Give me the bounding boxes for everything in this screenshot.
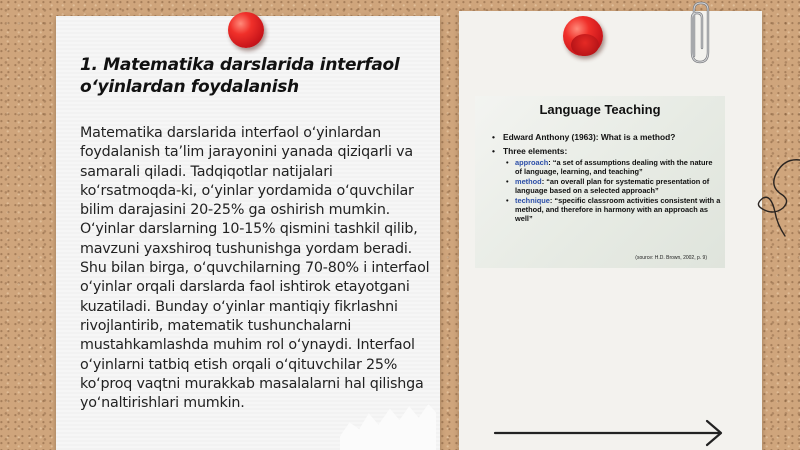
note-body-text: Matematika darslarida interfaol o‘yinlardan foydalanish ta’lim jarayonini yanada qiziqarli va samarali qiladi. Tadqiqotlar natijalari ko‘rsatmoqda-ki, o‘yinlar yordamida o‘quvchilar bilim darajasini 20-25% ga oshirish mumkin. O‘yinlar darslarning 10-15% qismini tashkil qilib, mavzuni yaxshiroq tushunishga yordam beradi. Shu bilan birga, o‘quvchilarning 70-80% i interfaol o‘yinlar orqali darslarda faol ishtirok etayotgani kuzatiladi. Bunday o‘yinlar mantiqiy fikrlashni rivojlantirib, matematik tushunchalarni mustahkamlashda muhim rol o‘ynaydi. Interfaol o‘yinlarni tatbiq etish orqali o‘qituvchilar 25% ko‘proq vaqtni murakkab masalalarni hal qilishga yo‘naltirishlari mumkin.	[80, 125, 430, 412]
slide-title: Language Teaching	[539, 102, 661, 117]
slide-image	[475, 96, 725, 268]
note-title: 1. Matematika darslarida interfaol o‘yinlardan foydalanish	[80, 55, 400, 97]
slide-term: technique	[515, 196, 550, 206]
slide-sub-bullet	[515, 197, 721, 223]
red-pushpin-icon	[228, 12, 264, 48]
red-pushpin-icon	[563, 16, 603, 56]
slide-term: approach	[515, 158, 549, 167]
slide-term: method	[515, 177, 542, 187]
slide-term-definition: : “specific classroom activities consistent with a method, and therefore in harmony with an approach as well”	[515, 196, 721, 223]
slide-bullet	[503, 146, 721, 223]
slide-bullet-text: Edward Anthony (1963): What is a method?	[503, 132, 676, 142]
slide-source: (source: H.D. Brown, 2002, p. 9)	[635, 255, 707, 261]
slide-bullet-text: Three elements:	[503, 146, 568, 156]
slide-sub-list	[515, 159, 721, 223]
right-arrow-icon	[493, 418, 728, 448]
slide-bullet	[503, 132, 721, 142]
slide-term-definition: : “a set of assumptions dealing with the nature of language, learning, and teaching”	[515, 158, 713, 176]
slide-sub-bullet	[515, 178, 721, 195]
slide-bullet-list	[503, 132, 721, 227]
slide-term-definition: : “an overall plan for systematic presentation of language based on a selected approach”	[515, 177, 710, 195]
slide-sub-bullet	[515, 159, 721, 176]
paperclip-icon	[680, 0, 720, 70]
string-icon	[755, 150, 800, 240]
